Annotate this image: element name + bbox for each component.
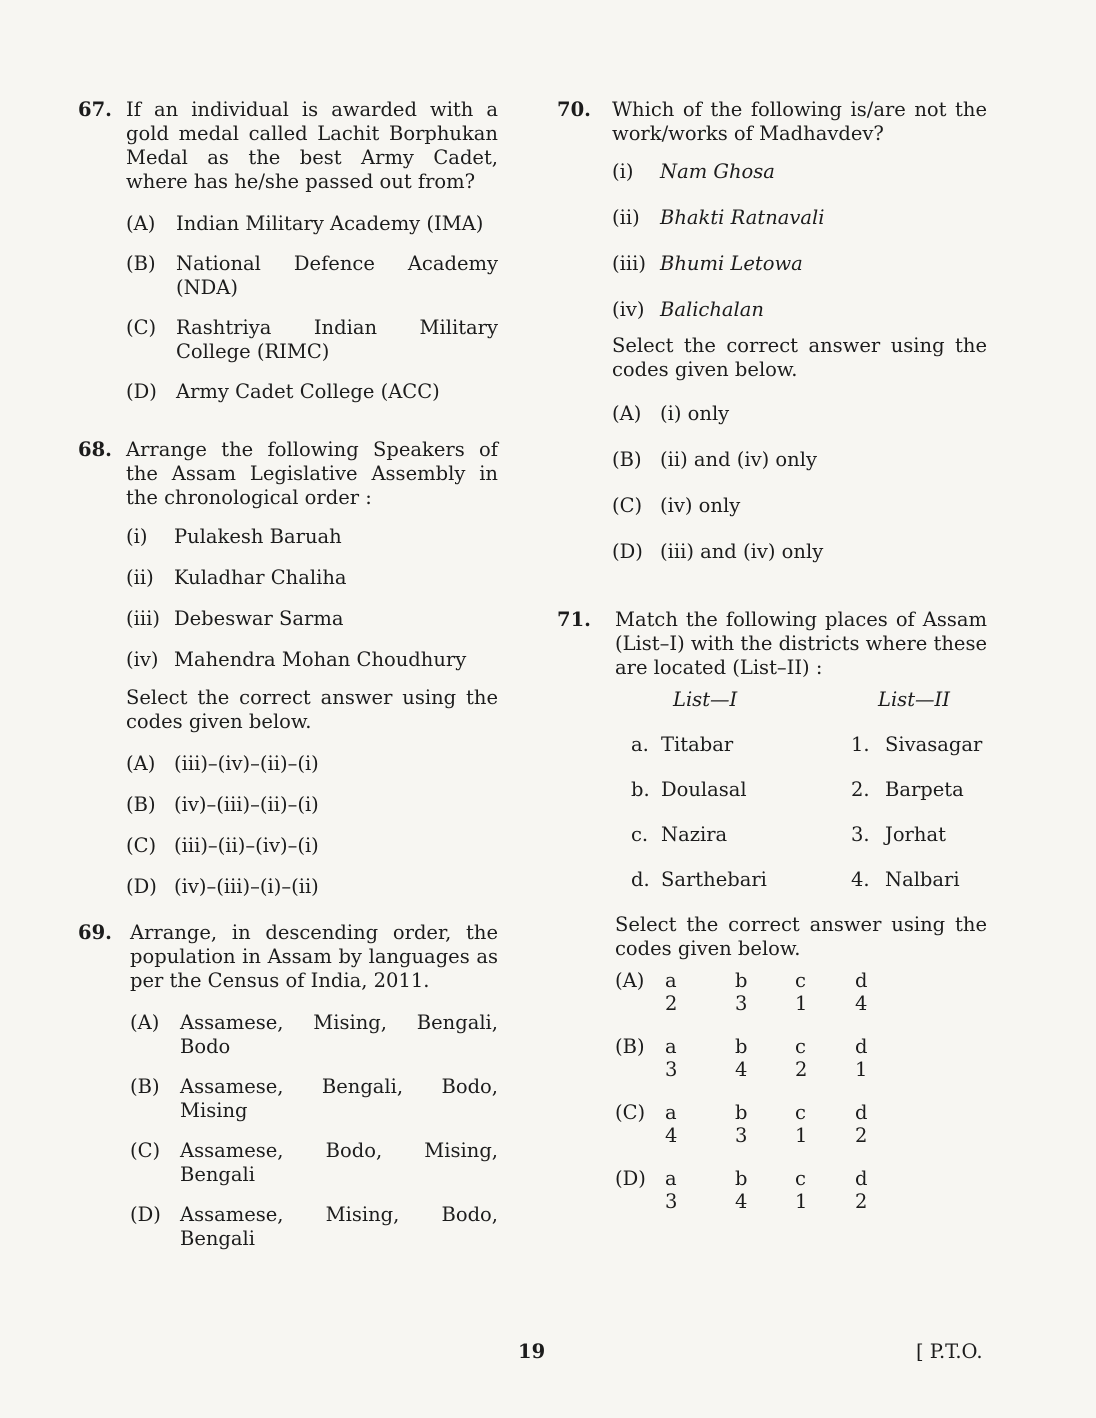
pto-marker: [ P.T.O. [916, 1340, 983, 1363]
question-text: Arrange the following Speakers of the Assam Legislative Assembly in the chronological order : [126, 438, 498, 509]
match-row: a. Titabar 1. Sivasagar [631, 733, 983, 756]
match-row: b. Doulasal 2. Barpeta [631, 778, 964, 801]
option-a: (A) a b c d 2 3 1 4 [615, 969, 868, 1015]
question-text: Arrange, in descending order, the population in Assam by languages as per the Census of India, 2011. [130, 921, 498, 992]
answer-codes [615, 969, 987, 1213]
question-text: Which of the following is/are not the work/works of Madhavdev? [612, 98, 987, 145]
instruction: Select the correct answer using the codes given below. [612, 334, 987, 381]
option-a: (A) Assamese, Mising, Bengali, Bodo [130, 1011, 498, 1058]
option-a: (A) (i) only [612, 402, 730, 425]
page-number: 19 [518, 1340, 546, 1363]
match-table [631, 733, 987, 892]
option-b: (B) (ii) and (iv) only [612, 448, 817, 471]
option-a: (A) (iii)–(iv)–(ii)–(i) [126, 752, 319, 775]
option-b: (B) (iv)–(iii)–(ii)–(i) [126, 793, 319, 816]
item-iv: (iv) Mahendra Mohan Choudhury [126, 648, 467, 671]
item-iii: (iii) Bhumi Letowa [612, 252, 803, 275]
left-column [78, 98, 498, 1251]
option-c: (C) (iv) only [612, 494, 741, 517]
list-headers [615, 688, 987, 712]
option-b: (B) National Defence Academy (NDA) [126, 252, 498, 299]
question-number: 67. [78, 98, 112, 121]
question-number: 71. [557, 608, 591, 631]
option-d: (D) Assamese, Mising, Bodo, Bengali [130, 1203, 498, 1250]
option-b: (B) a b c d 3 4 2 1 [615, 1035, 868, 1081]
question-text: If an individual is awarded with a gold medal called Lachit Borphukan Medal as the best Army Cadet, where has he/she passed out from? [126, 98, 498, 193]
list-1-header: List—I [673, 688, 738, 711]
option-d: (D) Army Cadet College (ACC) [126, 380, 440, 403]
match-row: c. Nazira 3. Jorhat [631, 823, 946, 846]
option-b: (B) Assamese, Bengali, Bodo, Mising [130, 1075, 498, 1122]
question-71 [557, 608, 987, 1213]
item-ii: (ii) Kuladhar Chaliha [126, 566, 347, 589]
item-ii: (ii) Bhakti Ratnavali [612, 206, 825, 229]
instruction: Select the correct answer using the codes given below. [126, 686, 498, 733]
instruction: Select the correct answer using the codes given below. [615, 913, 987, 960]
list-2-header: List—II [878, 688, 950, 711]
option-c: (C) (iii)–(ii)–(iv)–(i) [126, 834, 319, 857]
question-number: 68. [78, 438, 112, 461]
item-iv: (iv) Balichalan [612, 298, 764, 321]
right-column [557, 98, 987, 1213]
question-67 [78, 98, 498, 404]
option-a: (A) Indian Military Academy (IMA) [126, 212, 484, 235]
question-70 [557, 98, 987, 564]
question-69 [78, 921, 498, 1251]
item-i: (i) Pulakesh Baruah [126, 525, 342, 548]
match-row: d. Sarthebari 4. Nalbari [631, 868, 960, 891]
option-d: (D) (iv)–(iii)–(i)–(ii) [126, 875, 319, 898]
option-c: (C) a b c d 4 3 1 2 [615, 1101, 868, 1147]
option-d: (D) a b c d 3 4 1 2 [615, 1167, 868, 1213]
option-c: (C) Rashtriya Indian Military College (RIMC) [126, 316, 498, 363]
question-number: 70. [557, 98, 591, 121]
item-i: (i) Nam Ghosa [612, 160, 775, 183]
question-number: 69. [78, 921, 112, 944]
option-c: (C) Assamese, Bodo, Mising, Bengali [130, 1139, 498, 1186]
question-68 [78, 438, 498, 899]
question-text: Match the following places of Assam (List–I) with the districts where these are located (List–II) : [615, 608, 987, 679]
item-iii: (iii) Debeswar Sarma [126, 607, 344, 630]
option-d: (D) (iii) and (iv) only [612, 540, 824, 563]
